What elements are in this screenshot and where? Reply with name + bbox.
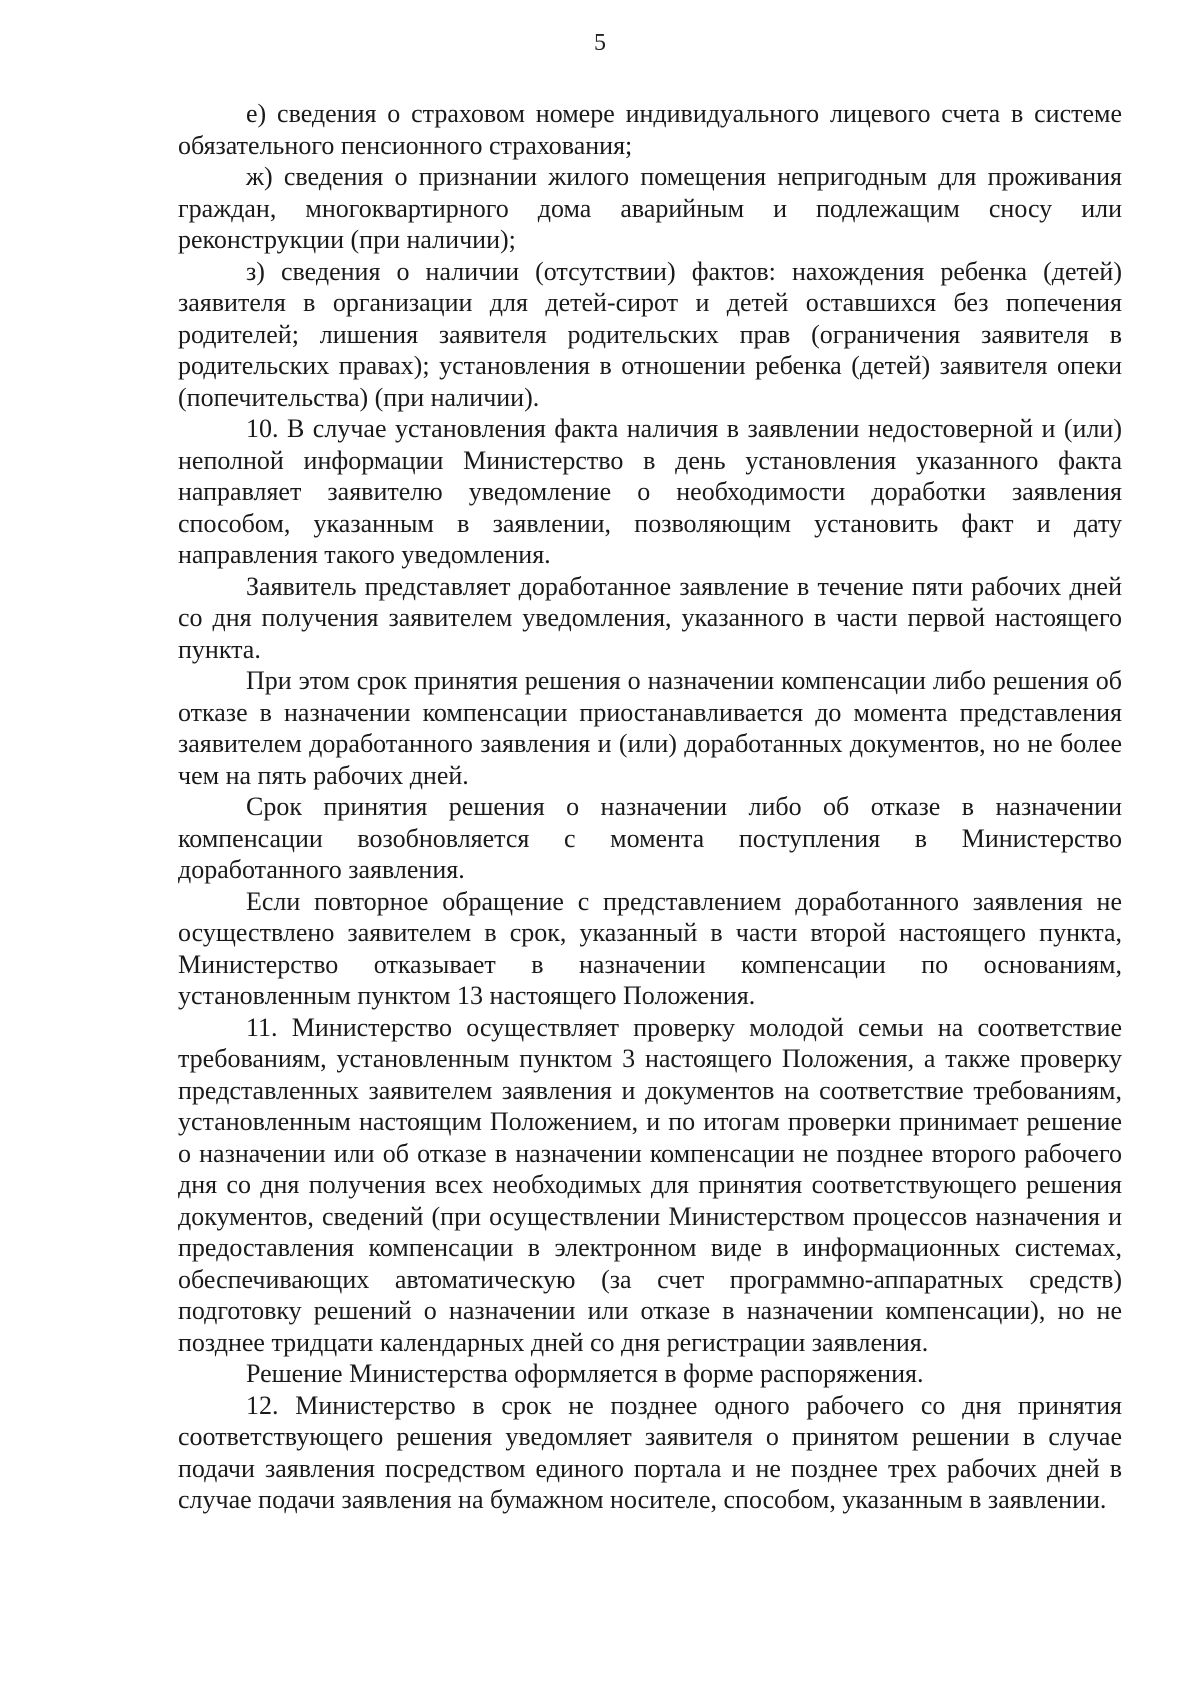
paragraph-11-decision-form: Решение Министерства оформляется в форме распоряжения. [246, 1359, 924, 1388]
paragraph-10-resumption: Срок принятия решения о назначении либо об отказе в назначении компенсации возобновляется с момента поступления в Министерство доработанного заявления. [178, 792, 1122, 884]
paragraph-z-child-facts: з) сведения о наличии (отсутствии) фактов: нахождения ребенка (детей) заявителя в организации для детей-сирот и детей оставшихся без попечения родителей; лишения заявителя родительских прав (ограничения заявителя в родительских правах); установления в отношении ребенка (детей) заявителя опеки (попечительства) (при наличии). [178, 256, 1122, 412]
paragraph-e-snils: е) сведения о страховом номере индивидуального лицевого счета в системе обязательного пенсионного страхования; [178, 99, 1122, 160]
paragraph-10-incorrect-info: 10. В случае установления факта наличия в заявлении недостоверной и (или) неполной информации Министерство в день установления указанного факта направляет заявителю уведомление о необходимости доработки заявления способом, указанным в заявлении, позволяющим установить факт и дату направления такого уведомления. [178, 414, 1122, 569]
paragraph-10-resubmission: Заявитель представляет доработанное заявление в течение пяти рабочих дней со дня получения заявителем уведомления, указанного в части первой настоящего пункта. [178, 571, 1122, 664]
document-body [178, 98, 1122, 1516]
paragraph-10-suspension: При этом срок принятия решения о назначении компенсации либо решения об отказе в назначении компенсации приостанавливается до момента представления заявителем доработанного заявления и (или) доработанных документов, но не более чем на пять рабочих дней. [178, 666, 1122, 790]
paragraph-zh-housing-unfit: ж) сведения о признании жилого помещения непригодным для проживания граждан, многоквартирного дома аварийным и подлежащим сносу или реконструкции (при наличии); [178, 162, 1122, 254]
paragraph-11-verification: 11. Министерство осуществляет проверку молодой семьи на соответствие требованиям, установленным пунктом 3 настоящего Положения, а также проверку представленных заявителем заявления и документов на соответствие требованиям, установленным настоящим Положением, и по итогам проверки принимает решение о назначении или об отказе в назначении компенсации не позднее второго рабочего дня со дня получения всех необходимых для принятия соответствующего решения документов, сведений (при осуществлении Министерством процессов назначения и предоставления компенсации в электронном виде в информационных системах, обеспечивающих автоматическую (за счет программно-аппаратных средств) подготовку решений о назначении или отказе в назначении компенсации), но не позднее тридцати календарных дней со дня регистрации заявления. [178, 1012, 1122, 1357]
paragraph-12-notification: 12. Министерство в срок не позднее одного рабочего со дня принятия соответствующего решения уведомляет заявителя о принятом решении в случае подачи заявления посредством единого портала и не позднее трех рабочих дней в случае подачи заявления на бумажном носителе, способом, указанным в заявлении. [178, 1390, 1122, 1514]
paragraph-10-refusal: Если повторное обращение с представлением доработанного заявления не осуществлено заявителем в срок, указанный в части второй настоящего пункта, Министерство отказывает в назначении компенсации по основаниям, установленным пунктом 13 настоящего Положения. [178, 886, 1122, 1010]
page-number: 5 [594, 30, 606, 56]
